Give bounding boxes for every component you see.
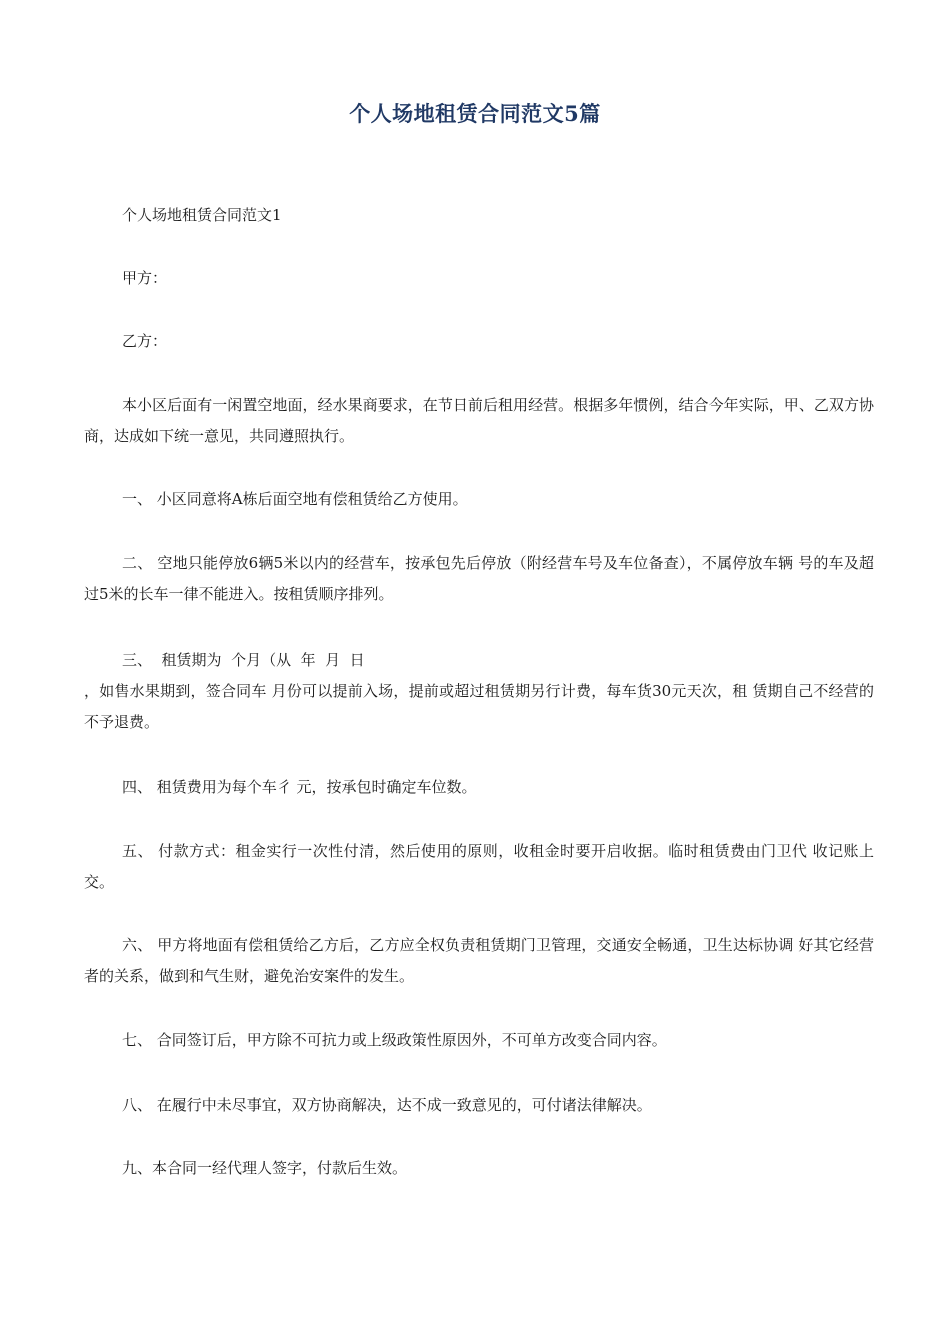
clause-7: 七、 合同签订后，甲方除不可抗力或上级政策性原因外，不可单方改变合同内容。 [122, 1031, 667, 1049]
clause-3-line: 三、 租赁期为 个月（从 年 月 日 [122, 651, 365, 669]
clause-5: 五、 付款方式：租金实行一次性付清，然后使用的原则，收租金时要开启收据。临时租赁费由门卫代 收记账上交。 [84, 842, 874, 891]
clause-8: 八、 在履行中未尽事宜，双方协商解决，达不成一致意见的，可付诸法律解决。 [122, 1096, 652, 1114]
intro-paragraph: 本小区后面有一闲置空地面，经水果商要求，在节日前后租用经营。根据多年惯例，结合今年实际，甲、乙双方协商，达成如下统一意见，共同遵照执行。 [84, 396, 874, 445]
clause-1: 一、 小区同意将A栋后面空地有偿租赁给乙方使用。 [122, 490, 468, 508]
party-b-label: 乙方： [122, 332, 168, 350]
document-title: 个人场地租赁合同范文5篇 [349, 101, 601, 126]
clause-9: 九、本合同一经代理人签字，付款后生效。 [122, 1159, 408, 1177]
clause-4: 四、 租赁费用为每个车彳 元，按承包时确定车位数。 [122, 778, 477, 796]
clause-3-continuation: ，如售水果期到，签合同车 月份可以提前入场，提前或超过租赁期另行计费，每车货30元天次，租 赁期自己不经营的不予退费。 [84, 682, 874, 731]
clause-3-first-line [84, 645, 874, 676]
clause-6: 六、 甲方将地面有偿租赁给乙方后，乙方应全权负责租赁期门卫管理，交通安全畅通，卫生达标协调 好其它经营者的关系，做到和气生财，避免治安案件的发生。 [84, 936, 874, 985]
section-heading: 个人场地租赁合同范文1 [122, 206, 282, 224]
clause-2: 二、 空地只能停放6辆5米以内的经营车，按承包先后停放（附经营车号及车位备查），不属停放车辆 号的车及超过5米的长车一律不能进入。按租赁顺序排列。 [84, 554, 874, 603]
party-a-label: 甲方： [122, 269, 168, 287]
